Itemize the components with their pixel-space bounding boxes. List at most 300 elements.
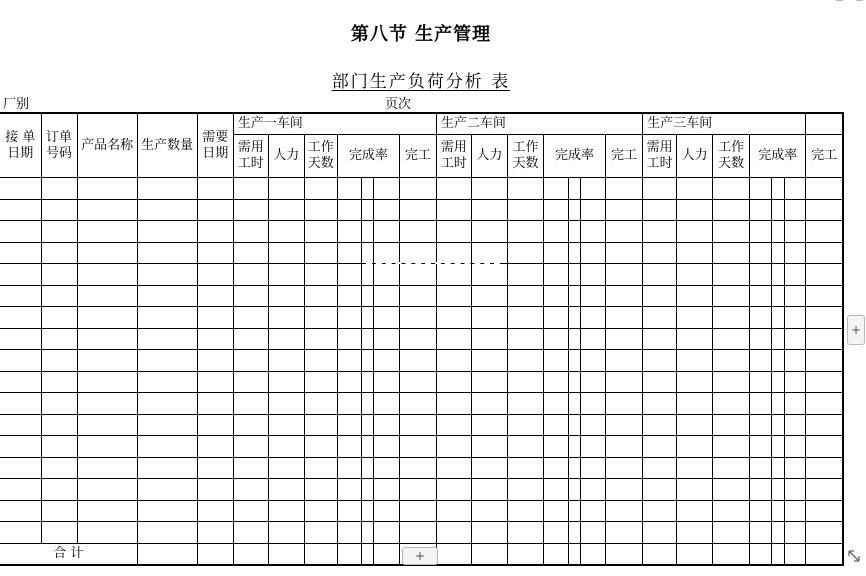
table-cell[interactable] (337, 522, 361, 544)
table-cell[interactable] (0, 522, 41, 544)
table-cell[interactable] (785, 522, 806, 544)
table-cell[interactable] (581, 371, 606, 393)
table-cell[interactable] (785, 285, 806, 307)
table-cell[interactable] (606, 350, 643, 372)
table-cell[interactable] (606, 414, 643, 436)
table-cell[interactable] (806, 371, 843, 393)
table-cell[interactable] (41, 199, 77, 221)
table-cell[interactable] (337, 264, 361, 286)
table-cell[interactable] (581, 479, 606, 501)
table-cell[interactable] (268, 457, 304, 479)
table-cell[interactable] (197, 328, 233, 350)
table-cell[interactable] (337, 436, 361, 458)
table-cell[interactable] (361, 242, 373, 264)
table-cell[interactable] (507, 242, 543, 264)
table-cell[interactable] (268, 221, 304, 243)
table-cell[interactable] (0, 328, 41, 350)
table-cell[interactable] (233, 436, 268, 458)
table-cell[interactable] (507, 178, 543, 200)
table-cell[interactable] (785, 457, 806, 479)
table-cell[interactable] (41, 178, 77, 200)
table-cell[interactable] (337, 221, 361, 243)
table-cell[interactable] (399, 350, 436, 372)
table-cell[interactable] (41, 285, 77, 307)
table-cell[interactable] (137, 436, 197, 458)
table-cell[interactable] (77, 178, 137, 200)
table-cell[interactable] (785, 221, 806, 243)
table-cell[interactable] (471, 199, 507, 221)
table-cell[interactable] (337, 199, 361, 221)
table-cell[interactable] (233, 371, 268, 393)
table-cell[interactable] (77, 457, 137, 479)
table-cell[interactable] (137, 500, 197, 522)
table-cell[interactable] (436, 199, 471, 221)
table-cell[interactable] (713, 393, 750, 415)
total-cell[interactable] (436, 543, 471, 565)
table-cell[interactable] (0, 221, 41, 243)
table-cell[interactable] (233, 264, 268, 286)
table-cell[interactable] (713, 307, 750, 329)
table-cell[interactable] (569, 371, 581, 393)
resize-handle[interactable] (846, 548, 862, 564)
table-cell[interactable] (197, 199, 233, 221)
table-cell[interactable] (361, 479, 373, 501)
total-cell[interactable] (337, 543, 361, 565)
table-cell[interactable] (471, 522, 507, 544)
table-cell[interactable] (436, 436, 471, 458)
table-cell[interactable] (507, 307, 543, 329)
table-cell[interactable] (543, 350, 568, 372)
table-cell[interactable] (643, 242, 677, 264)
table-cell[interactable] (268, 178, 304, 200)
table-cell[interactable] (677, 436, 713, 458)
total-cell[interactable] (268, 543, 304, 565)
table-cell[interactable] (806, 328, 843, 350)
table-cell[interactable] (137, 457, 197, 479)
table-cell[interactable] (471, 264, 507, 286)
table-cell[interactable] (337, 178, 361, 200)
total-cell[interactable] (543, 543, 568, 565)
table-cell[interactable] (304, 178, 337, 200)
table-cell[interactable] (399, 371, 436, 393)
table-cell[interactable] (581, 221, 606, 243)
table-cell[interactable] (304, 199, 337, 221)
table-cell[interactable] (399, 414, 436, 436)
table-cell[interactable] (77, 328, 137, 350)
table-cell[interactable] (361, 350, 373, 372)
table-cell[interactable] (543, 393, 568, 415)
table-cell[interactable] (0, 178, 41, 200)
table-cell[interactable] (337, 242, 361, 264)
table-cell[interactable] (713, 500, 750, 522)
table-cell[interactable] (772, 371, 785, 393)
table-cell[interactable] (543, 307, 568, 329)
table-cell[interactable] (569, 436, 581, 458)
table-cell[interactable] (373, 328, 399, 350)
total-cell[interactable] (137, 543, 197, 565)
table-cell[interactable] (373, 371, 399, 393)
table-cell[interactable] (569, 414, 581, 436)
table-cell[interactable] (713, 328, 750, 350)
table-cell[interactable] (268, 350, 304, 372)
table-cell[interactable] (806, 393, 843, 415)
table-cell[interactable] (268, 199, 304, 221)
table-cell[interactable] (436, 264, 471, 286)
table-cell[interactable] (436, 479, 471, 501)
table-cell[interactable] (233, 457, 268, 479)
table-cell[interactable] (677, 328, 713, 350)
table-cell[interactable] (806, 178, 843, 200)
table-cell[interactable] (197, 436, 233, 458)
table-cell[interactable] (268, 436, 304, 458)
total-cell[interactable] (806, 543, 843, 565)
table-cell[interactable] (373, 264, 399, 286)
table-cell[interactable] (569, 393, 581, 415)
table-cell[interactable] (268, 264, 304, 286)
table-cell[interactable] (197, 371, 233, 393)
table-cell[interactable] (0, 500, 41, 522)
table-cell[interactable] (137, 350, 197, 372)
table-cell[interactable] (677, 221, 713, 243)
table-cell[interactable] (0, 242, 41, 264)
table-cell[interactable] (806, 285, 843, 307)
table-cell[interactable] (77, 264, 137, 286)
table-cell[interactable] (713, 350, 750, 372)
table-cell[interactable] (581, 350, 606, 372)
table-cell[interactable] (785, 500, 806, 522)
table-cell[interactable] (41, 242, 77, 264)
table-cell[interactable] (606, 328, 643, 350)
table-cell[interactable] (471, 436, 507, 458)
table-cell[interactable] (361, 457, 373, 479)
table-cell[interactable] (713, 479, 750, 501)
table-cell[interactable] (471, 500, 507, 522)
table-cell[interactable] (581, 436, 606, 458)
table-cell[interactable] (581, 199, 606, 221)
table-cell[interactable] (471, 307, 507, 329)
table-cell[interactable] (713, 436, 750, 458)
table-cell[interactable] (399, 479, 436, 501)
table-cell[interactable] (399, 328, 436, 350)
total-cell[interactable] (581, 543, 606, 565)
table-cell[interactable] (268, 285, 304, 307)
table-cell[interactable] (197, 457, 233, 479)
table-cell[interactable] (471, 242, 507, 264)
table-cell[interactable] (713, 199, 750, 221)
table-cell[interactable] (361, 328, 373, 350)
table-cell[interactable] (268, 479, 304, 501)
table-cell[interactable] (41, 350, 77, 372)
table-cell[interactable] (399, 436, 436, 458)
table-cell[interactable] (750, 479, 772, 501)
table-cell[interactable] (750, 457, 772, 479)
table-cell[interactable] (581, 393, 606, 415)
table-cell[interactable] (304, 500, 337, 522)
table-cell[interactable] (785, 393, 806, 415)
total-cell[interactable] (713, 543, 750, 565)
table-cell[interactable] (361, 285, 373, 307)
table-cell[interactable] (643, 328, 677, 350)
table-cell[interactable] (0, 479, 41, 501)
table-cell[interactable] (373, 457, 399, 479)
table-cell[interactable] (785, 414, 806, 436)
table-cell[interactable] (77, 221, 137, 243)
table-cell[interactable] (643, 393, 677, 415)
table-cell[interactable] (399, 457, 436, 479)
table-cell[interactable] (785, 199, 806, 221)
table-cell[interactable] (337, 457, 361, 479)
table-cell[interactable] (304, 414, 337, 436)
table-cell[interactable] (581, 414, 606, 436)
table-cell[interactable] (137, 479, 197, 501)
table-cell[interactable] (373, 350, 399, 372)
table-cell[interactable] (806, 221, 843, 243)
table-cell[interactable] (41, 436, 77, 458)
table-cell[interactable] (373, 522, 399, 544)
table-cell[interactable] (373, 199, 399, 221)
table-cell[interactable] (471, 414, 507, 436)
table-cell[interactable] (268, 414, 304, 436)
table-cell[interactable] (233, 221, 268, 243)
table-cell[interactable] (77, 199, 137, 221)
table-cell[interactable] (772, 264, 785, 286)
table-cell[interactable] (41, 371, 77, 393)
table-cell[interactable] (471, 285, 507, 307)
table-cell[interactable] (77, 242, 137, 264)
total-cell[interactable] (750, 543, 772, 565)
table-cell[interactable] (399, 199, 436, 221)
table-cell[interactable] (569, 522, 581, 544)
table-cell[interactable] (677, 178, 713, 200)
table-cell[interactable] (806, 457, 843, 479)
table-cell[interactable] (41, 414, 77, 436)
table-cell[interactable] (713, 221, 750, 243)
table-cell[interactable] (337, 307, 361, 329)
table-cell[interactable] (569, 242, 581, 264)
table-cell[interactable] (569, 199, 581, 221)
table-cell[interactable] (785, 436, 806, 458)
table-cell[interactable] (772, 457, 785, 479)
table-cell[interactable] (677, 457, 713, 479)
table-cell[interactable] (137, 221, 197, 243)
table-cell[interactable] (750, 371, 772, 393)
table-cell[interactable] (304, 328, 337, 350)
table-cell[interactable] (581, 285, 606, 307)
table-cell[interactable] (137, 199, 197, 221)
table-cell[interactable] (772, 393, 785, 415)
table-cell[interactable] (713, 285, 750, 307)
table-cell[interactable] (471, 328, 507, 350)
table-cell[interactable] (373, 393, 399, 415)
table-cell[interactable] (77, 414, 137, 436)
table-cell[interactable] (373, 479, 399, 501)
table-cell[interactable] (399, 393, 436, 415)
table-cell[interactable] (337, 500, 361, 522)
table-cell[interactable] (713, 178, 750, 200)
table-cell[interactable] (471, 479, 507, 501)
table-cell[interactable] (677, 350, 713, 372)
total-cell[interactable] (373, 543, 399, 565)
table-cell[interactable] (750, 221, 772, 243)
table-cell[interactable] (0, 436, 41, 458)
table-cell[interactable] (41, 393, 77, 415)
table-cell[interactable] (268, 307, 304, 329)
table-cell[interactable] (772, 285, 785, 307)
table-cell[interactable] (772, 522, 785, 544)
table-cell[interactable] (197, 414, 233, 436)
table-cell[interactable] (750, 199, 772, 221)
table-cell[interactable] (677, 500, 713, 522)
table-cell[interactable] (643, 457, 677, 479)
table-cell[interactable] (606, 457, 643, 479)
table-cell[interactable] (304, 479, 337, 501)
table-cell[interactable] (0, 285, 41, 307)
total-cell[interactable] (569, 543, 581, 565)
table-cell[interactable] (606, 436, 643, 458)
table-cell[interactable] (361, 221, 373, 243)
table-cell[interactable] (137, 264, 197, 286)
table-cell[interactable] (436, 414, 471, 436)
table-cell[interactable] (304, 436, 337, 458)
table-cell[interactable] (543, 436, 568, 458)
table-cell[interactable] (268, 328, 304, 350)
table-cell[interactable] (677, 479, 713, 501)
total-cell[interactable] (785, 543, 806, 565)
table-cell[interactable] (361, 500, 373, 522)
table-cell[interactable] (137, 414, 197, 436)
table-cell[interactable] (304, 285, 337, 307)
table-cell[interactable] (361, 436, 373, 458)
table-cell[interactable] (772, 199, 785, 221)
table-cell[interactable] (785, 371, 806, 393)
table-cell[interactable] (772, 307, 785, 329)
table-cell[interactable] (581, 328, 606, 350)
table-cell[interactable] (677, 199, 713, 221)
table-cell[interactable] (581, 242, 606, 264)
table-cell[interactable] (713, 264, 750, 286)
table-cell[interactable] (569, 457, 581, 479)
table-cell[interactable] (750, 242, 772, 264)
total-cell[interactable] (606, 543, 643, 565)
total-cell[interactable] (361, 543, 373, 565)
table-cell[interactable] (77, 479, 137, 501)
table-cell[interactable] (233, 350, 268, 372)
table-cell[interactable] (233, 285, 268, 307)
table-cell[interactable] (606, 199, 643, 221)
table-cell[interactable] (233, 242, 268, 264)
table-cell[interactable] (0, 264, 41, 286)
table-cell[interactable] (569, 285, 581, 307)
table-cell[interactable] (543, 479, 568, 501)
total-cell[interactable] (197, 543, 233, 565)
table-cell[interactable] (643, 178, 677, 200)
table-cell[interactable] (750, 393, 772, 415)
table-cell[interactable] (713, 242, 750, 264)
table-cell[interactable] (806, 500, 843, 522)
table-cell[interactable] (569, 479, 581, 501)
table-cell[interactable] (806, 479, 843, 501)
total-cell[interactable] (304, 543, 337, 565)
table-cell[interactable] (361, 199, 373, 221)
table-cell[interactable] (233, 479, 268, 501)
table-cell[interactable] (233, 393, 268, 415)
table-cell[interactable] (643, 264, 677, 286)
table-cell[interactable] (399, 221, 436, 243)
table-cell[interactable] (268, 242, 304, 264)
table-cell[interactable] (806, 522, 843, 544)
table-cell[interactable] (750, 500, 772, 522)
table-cell[interactable] (785, 350, 806, 372)
table-cell[interactable] (233, 199, 268, 221)
table-cell[interactable] (197, 350, 233, 372)
table-cell[interactable] (806, 199, 843, 221)
table-cell[interactable] (643, 221, 677, 243)
table-cell[interactable] (543, 457, 568, 479)
total-cell[interactable] (677, 543, 713, 565)
table-cell[interactable] (772, 414, 785, 436)
table-cell[interactable] (197, 307, 233, 329)
table-cell[interactable] (643, 500, 677, 522)
table-cell[interactable] (606, 221, 643, 243)
table-cell[interactable] (772, 328, 785, 350)
table-cell[interactable] (643, 436, 677, 458)
table-cell[interactable] (677, 242, 713, 264)
table-cell[interactable] (197, 221, 233, 243)
table-cell[interactable] (543, 414, 568, 436)
table-cell[interactable] (677, 414, 713, 436)
table-cell[interactable] (436, 178, 471, 200)
table-cell[interactable] (507, 285, 543, 307)
total-cell[interactable] (643, 543, 677, 565)
table-cell[interactable] (436, 221, 471, 243)
table-cell[interactable] (137, 393, 197, 415)
table-cell[interactable] (337, 285, 361, 307)
table-cell[interactable] (569, 350, 581, 372)
table-cell[interactable] (197, 285, 233, 307)
table-cell[interactable] (471, 221, 507, 243)
table-cell[interactable] (337, 350, 361, 372)
table-cell[interactable] (41, 221, 77, 243)
table-cell[interactable] (197, 500, 233, 522)
table-cell[interactable] (569, 221, 581, 243)
table-cell[interactable] (606, 242, 643, 264)
table-cell[interactable] (543, 242, 568, 264)
table-cell[interactable] (137, 242, 197, 264)
table-cell[interactable] (785, 264, 806, 286)
table-cell[interactable] (436, 522, 471, 544)
table-cell[interactable] (643, 414, 677, 436)
table-cell[interactable] (337, 371, 361, 393)
table-cell[interactable] (750, 436, 772, 458)
table-cell[interactable] (677, 285, 713, 307)
table-cell[interactable] (77, 500, 137, 522)
table-cell[interactable] (436, 350, 471, 372)
table-cell[interactable] (337, 414, 361, 436)
table-cell[interactable] (337, 479, 361, 501)
total-cell[interactable] (471, 543, 507, 565)
table-cell[interactable] (137, 328, 197, 350)
table-cell[interactable] (606, 522, 643, 544)
table-cell[interactable] (543, 328, 568, 350)
table-cell[interactable] (806, 307, 843, 329)
table-cell[interactable] (436, 393, 471, 415)
table-cell[interactable] (41, 479, 77, 501)
table-cell[interactable] (0, 371, 41, 393)
table-cell[interactable] (471, 457, 507, 479)
table-cell[interactable] (750, 307, 772, 329)
table-cell[interactable] (373, 242, 399, 264)
table-cell[interactable] (361, 178, 373, 200)
